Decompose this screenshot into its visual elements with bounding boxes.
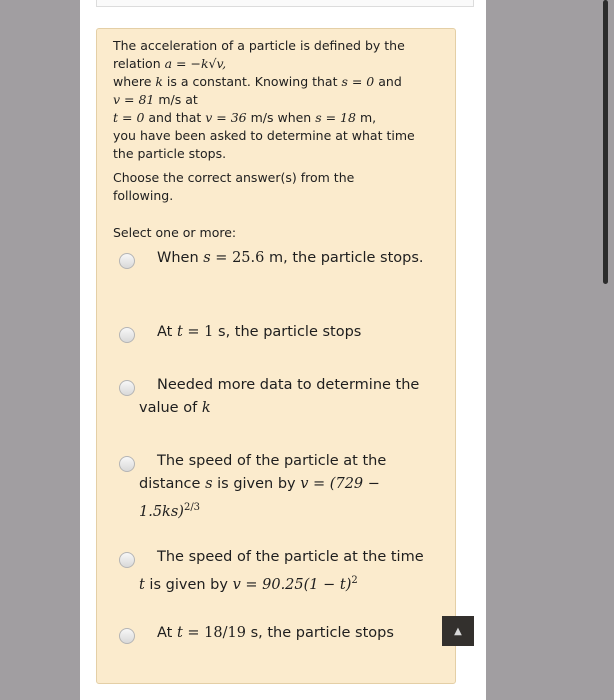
option-text-part: Needed more data to determine the value of bbox=[139, 377, 420, 416]
option-text-part: is given by bbox=[144, 576, 233, 593]
formula: v = 36 bbox=[205, 110, 247, 125]
formula: = bbox=[210, 250, 233, 266]
formula: 1 bbox=[204, 324, 214, 340]
formula: t bbox=[139, 576, 145, 593]
formula: = bbox=[182, 324, 205, 340]
formula: s = 18 bbox=[315, 110, 356, 125]
formula: v = (729 − 1.5ks) bbox=[139, 476, 380, 520]
option-text[interactable] bbox=[139, 546, 429, 597]
option-text-part: At bbox=[157, 324, 177, 340]
formula: s bbox=[203, 250, 211, 266]
formula: v = 81 bbox=[113, 92, 155, 107]
question-line: m/s when bbox=[246, 110, 316, 125]
option-text[interactable] bbox=[139, 247, 429, 270]
formula-exponent: 2/3 bbox=[183, 502, 201, 513]
option-checkbox[interactable] bbox=[119, 552, 135, 568]
question-line: m, bbox=[355, 110, 377, 125]
question-line: relation bbox=[113, 56, 165, 71]
option-text-part: The speed of the particle at the time bbox=[157, 549, 424, 565]
question-line: the particle stops. bbox=[113, 146, 227, 161]
option-checkbox[interactable] bbox=[119, 456, 135, 472]
instruction-line: Choose the correct answer(s) from the bbox=[113, 170, 355, 185]
formula: k bbox=[201, 400, 211, 416]
option-checkbox[interactable] bbox=[119, 253, 135, 269]
option-text-part: is given by bbox=[212, 476, 301, 492]
option-text[interactable] bbox=[139, 374, 429, 420]
formula: t bbox=[176, 324, 183, 340]
formula: s = 0 bbox=[341, 74, 375, 89]
formula: t bbox=[176, 625, 183, 641]
question-card bbox=[96, 28, 456, 684]
option-checkbox[interactable] bbox=[119, 628, 135, 644]
formula: a = −k√v, bbox=[164, 56, 227, 71]
option-text-part: s, the particle stops bbox=[245, 625, 394, 641]
question-line: m/s at bbox=[154, 92, 198, 107]
instruction-line: following. bbox=[113, 188, 174, 203]
formula: k bbox=[155, 74, 163, 89]
option-text-part: The speed of the particle at the distance bbox=[139, 453, 387, 492]
option-checkbox[interactable] bbox=[119, 380, 135, 396]
scroll-to-top-button[interactable] bbox=[442, 616, 474, 646]
question-line: is a constant. Knowing that bbox=[162, 74, 342, 89]
select-prompt: Select one or more: bbox=[113, 225, 237, 240]
option-text[interactable] bbox=[139, 450, 429, 524]
quiz-page bbox=[80, 0, 486, 700]
option-text[interactable] bbox=[139, 321, 429, 344]
question-line: and bbox=[374, 74, 402, 89]
option-text-part: When bbox=[157, 250, 204, 266]
question-line: where bbox=[113, 74, 156, 89]
option-checkbox[interactable] bbox=[119, 327, 135, 343]
question-line: you have been asked to determine at what time bbox=[113, 128, 415, 143]
formula: 25.6 bbox=[232, 250, 265, 266]
formula: = bbox=[182, 625, 205, 641]
question-text bbox=[113, 37, 443, 205]
question-line: and that bbox=[144, 110, 206, 125]
question-line: The acceleration of a particle is defined by the bbox=[113, 38, 405, 53]
option-text-part: At bbox=[157, 625, 177, 641]
chevron-up-icon: ▲ bbox=[454, 625, 462, 637]
formula: v = 90.25(1 − t) bbox=[232, 576, 352, 593]
option-text-part: m, the particle stops. bbox=[264, 250, 424, 266]
scrollbar-thumb[interactable] bbox=[603, 0, 608, 284]
option-text-part: s, the particle stops bbox=[213, 324, 362, 340]
formula: t = 0 bbox=[113, 110, 145, 125]
formula: s bbox=[205, 476, 213, 492]
formula-exponent: 2 bbox=[351, 575, 358, 586]
formula: 18/19 bbox=[204, 625, 246, 641]
option-text[interactable] bbox=[139, 622, 429, 645]
previous-card-edge bbox=[96, 0, 474, 7]
